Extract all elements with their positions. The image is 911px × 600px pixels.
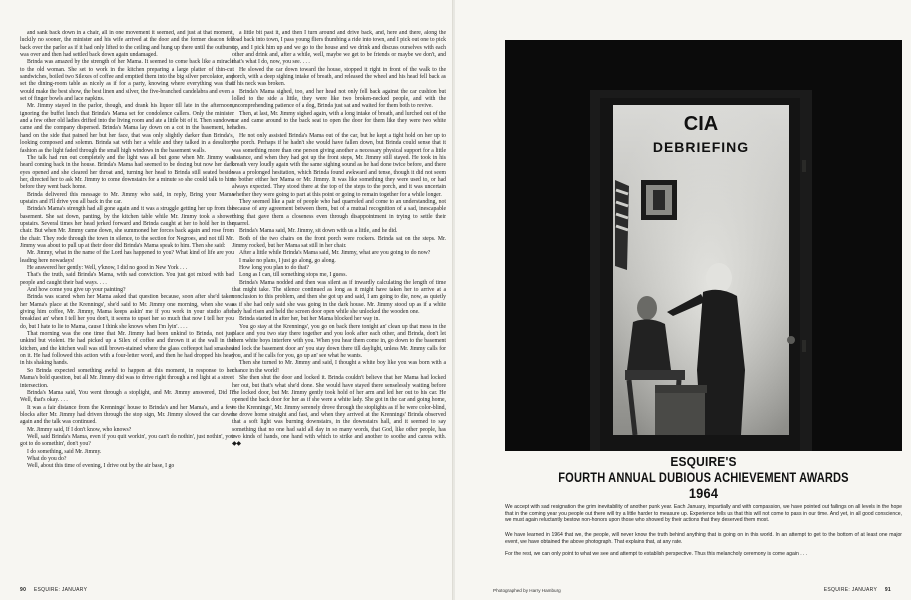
story-paragraph: Both of the two chairs on the front porch were rockers. Brinda sat on the steps. Mr. Jimmy rocked, but her Mama sat still in her chair. bbox=[232, 235, 446, 249]
intro-paragraph-3: For the rest, we can only point to what we see and attempt to establish perspective. Thus this melancholy ceremony is come again . . . bbox=[505, 551, 808, 557]
story-paragraph: Brinda was amazed by the strength of her Mama. It seemed to come back like a miracle to the old woman. She set to work in the kitchen preparing a large platter of thin-cut sandwiches, boiled two Silexes of coffee and emptied them into the big silver percolator, and set the dining-room table as nicely as if for a party, knowing where everything was that would make the best show, the best linen and silver, the five-branched candelabra and even a set of finger bowls and lace napkins. bbox=[20, 59, 234, 103]
intro-paragraph-1: We accept with sad resignation the grim inevitability of another punk year. Each January, impartially and with compassion, we have pointed out failings on all levels in the hope that in the coming year you people out there will try a little harder to measure up. Experience tells us that this will not come to pass in our time. And yet, in all good conscience, we must again reluctantly bestow non-honors upon those who showed by their actions that they deserved them most. bbox=[505, 504, 902, 524]
story-paragraph: They seemed like a pair of people who had quarreled and come to an understanding, not because of any agreement between them, but of a mutual recognition of a sad, inescapable thing that gave them a closeness even through disappointment in trying to settle their quarrel. bbox=[232, 198, 446, 227]
story-paragraph: And how come you give up your painting? bbox=[27, 287, 126, 294]
story-paragraph: He answered her gently: Well, y'know, I did no good in New York . . . bbox=[27, 265, 188, 271]
story-paragraph: That morning was the one time that Mr. Jimmy had been unkind to Brinda, not just unkind but violent. He had picked up a Silex of coffee and thrown it at the wall in the kitchen, and the kitchen wall was still brown-stained where the glass coffeepot had smashed on it. He had followed this action with a four-letter word, and then he had dropped his head in his shaking hands. bbox=[20, 331, 234, 367]
story-paragraph: Mr. Jimmy, what in the name of the Lord has happened to you? What kind of life are you leading here nowadays! bbox=[20, 250, 234, 264]
running-footer: ESQUIRE: JANUARY bbox=[823, 587, 878, 593]
intro-paragraph-2: We have learned in 1964 that we, the people, will never know the truth behind anything that is going on in this world. In an attempt to get to the bottom of at least one major event, we have obtained the above photograph. That explains that, at any rate. bbox=[505, 532, 902, 545]
story-paragraph: So Brinda expected something awful to happen at this moment, in response to her Mama's bold question, but all Mr. Jimmy did was to drive right through a red light at a street intersection. bbox=[20, 367, 234, 389]
story-paragraph: Then, at last, Mr. Jimmy sighed again, with a long intake of breath, and lurched out of the car and came around to the back seat to open the door for them like they were two white ladies. bbox=[232, 110, 446, 132]
story-paragraph: Brinda started in after her, but her Mama blocked her way in. bbox=[239, 316, 380, 323]
story-paragraph: Mr. Jimmy stayed in the parlor, though, and drank his liquor till late in the afternoon, ignoring the buffet lunch that Brinda's Mama set for condolence callers. Only the minister and a few other old ladies drifted into the living room and ate a little bit of it. Then sundown came and the company dispersed. Brinda's Mama lay down on a cot in the basement, her hand on the side that pained her but her face, that was only slightly darker than Brinda's, looking composed and solemn. Brinda sat with her a while and they talked in a desultory fashion as the light faded through the small high windows in the basement walls. bbox=[20, 103, 234, 154]
story-paragraph: She then shut the door and locked it. Brinda couldn't believe that her Mama had locked her out, but that's what she'd done. She would have stayed there senselessly waiting before the locked door, but Mr. Jimmy gently took hold of her arm and led her out to his car. He opened the back door for her as if she were a white lady. She got in the car and going home, to the Krennings', Mr. Jimmy serenely drove through the stoplights as if he were color-blind, he drove home straight and fast, and when they arrived at the Krennings' Brinda observed that a soft light was burning downstairs, in the downstairs hall, and it seemed to say something that no one had said all day in so many words, that God, like other people, has two kinds of hands, one hand with which to strike and another to soothe and caress with. ◆◆ bbox=[232, 375, 446, 448]
story-paragraph: That's the truth, said Brinda's Mama, with sad conviction. You just got mixed with bad people and caught their bad ways. . . . bbox=[20, 272, 234, 286]
headline-awards-title: FOURTH ANNUAL DUBIOUS ACHIEVEMENT AWARDS bbox=[558, 470, 849, 485]
page-number: 90 bbox=[20, 587, 27, 593]
story-paragraph: I do something, said Mr. Jimmy. bbox=[27, 448, 102, 455]
left-page bbox=[0, 0, 453, 600]
story-paragraph: Brinda delivered this message to Mr. Jimmy who said, in reply, Bring your Mama upstairs and I'll drive you all back in the car. bbox=[20, 191, 234, 205]
story-paragraph: Then she turned to Mr. Jimmy and said, I thought a white boy like you was born with a chance in the world! bbox=[232, 360, 446, 374]
story-paragraph: Brinda's Mama said, You went through a stoplight, and Mr. Jimmy answered, Did I? Well, that's okay. . . . bbox=[20, 389, 234, 404]
story-paragraph: and sank back down in a chair, all in one movement it seemed, and just at that moment, luckily no sooner, the minister and his wife arrived at the door and the former deacon fell back over the parlor as if it had only lifted to the ceiling and hung up there until the outburst was over and then had settled back down again undamaged. bbox=[20, 30, 234, 59]
story-paragraph: Well, about this time of evening, I drive out by the air base, I go bbox=[27, 463, 175, 470]
story-column-1 bbox=[20, 30, 234, 582]
story-paragraph: The talk had run out completely and the light was all but gone when Mr. Jimmy was heard coming back in the house. Brinda's Mama had seemed to be dozing but now her dark eyes opened and she cleared her throat and, turning her head to Brinda still seated beside her, directed her to ask Mr. Jimmy to come downstairs for a minute so she could talk to him before they went back home. bbox=[20, 154, 234, 191]
door-sign-cia: CIA bbox=[683, 113, 719, 135]
story-paragraph: It was a fair distance from the Krennings' house to Brinda's and her Mama's, and a few blocks after Mr. Jimmy had driven through the stop sign, Mr. Jimmy slowed the car down again and the talk was continued. bbox=[20, 404, 234, 426]
door-sign-debriefing: DEBRIEFING bbox=[652, 139, 750, 155]
story-paragraph: Brinda's Mama sighed, too, and her head not only fell back against the car cushion but lolled to the side a little, they were like two broken-necked people, and with the uncomprehending patience of a dog, Brinda just sat and waited for them both to revive. bbox=[232, 88, 446, 110]
right-footer bbox=[824, 587, 891, 593]
page-number: 91 bbox=[884, 587, 891, 593]
story-paragraph: After a little while Brinda's Mama said, Mr. Jimmy, what are you going to do now? bbox=[239, 250, 431, 257]
story-paragraph: How long you plan to do that? bbox=[239, 265, 309, 271]
story-paragraph: Long as I can, till something stops me, I guess. bbox=[239, 272, 347, 279]
story-paragraph: Brinda's Mama said, Mr. Jimmy, sit down with us a little, and he did. bbox=[239, 228, 398, 235]
headline-esquires: ESQUIRE'S bbox=[670, 454, 737, 469]
photo-credit: Photographed by Harry Hamburg bbox=[493, 588, 561, 593]
story-paragraph: Brinda's Mama nodded and then was silent as if inwardly calculating the length of time that might take. The silence continued as long as it might have taken her to arrive at a conclusion to this problem, and then she got up and said, I am going to die, now, as quietly as if she had only said she was going in the dark house. Mr. Jimmy stood up as if a white lady had risen and held the screen door open while she unlocked the wooden one. bbox=[232, 279, 446, 316]
right-page bbox=[455, 0, 911, 600]
story-paragraph: a little bit past it, and then I turn around and drive back, and, here and there, along the road back into town, I pass young fliers thumbing a ride into town, and I pick out one to pick up, and I pick him up and we go to the house and we drink and discuss ourselves with each other and drink and, after a while, well, maybe we get to be friends or maybe we don't, and that's what I do, now, you see. . . . bbox=[232, 30, 446, 66]
left-footer bbox=[20, 587, 87, 593]
story-paragraph: You go stay at the Krennings', you go on back there tonight an' clean up that mess in the place and you two stay there together and you look after each other, and Brinda, don't let them white boys interfere with you. When you hear them come in, go down to the basement and lock the basement door an' you stay down there till daylight, unless Mr. Jimmy calls for you, and if he calls for you, go up an' see what he wants. bbox=[232, 323, 446, 360]
headline-year: 1964 bbox=[688, 486, 719, 501]
story-paragraph: What do you do? bbox=[27, 455, 67, 462]
story-paragraph: Brinda's Mama's strength had all gone again and it was a struggle getting her up from the basement. She sat down, panting, by the kitchen table while Mr. Jimmy took a shower upstairs. Several times her head jerked forward and Brinda caught at her to hold her in the chair. But when Mr. Jimmy came down, she summoned her forces back again and rose from the chair. They rode through the town in silence, to the section for Negroes, and not till Mr. Jimmy was about to pull up at their door did Brinda's Mama speak to him. Then she said: bbox=[20, 206, 234, 249]
story-column-2 bbox=[232, 30, 446, 582]
running-footer: ESQUIRE: JANUARY bbox=[33, 587, 88, 593]
story-paragraph: Mr. Jimmy said, If I don't know, who knows? bbox=[27, 426, 132, 433]
story-paragraph: Well, said Brinda's Mama, even if you quit workin', you can't do nothin', just nothin', you got to do somethin', don't you? bbox=[20, 433, 234, 448]
story-paragraph: He not only assisted Brinda's Mama out of the car, but he kept a tight hold on her up to the porch. Perhaps if he hadn't she would have fallen down, but Brinda could sense that it was something more than one person giving another a necessary physical support for a little distance, and when they had got up the front steps, Mr. Jimmy still stayed. He took in his breath very loudly again with the same sighing sound as he had done twice before, and there was a prolonged hesitation, which Brinda found awkward and tense, though it did not seem to bother either her Mama or Mr. Jimmy. It was like something they were used to, or had always expected. They stood there at the top of the steps to the porch, and it was uncertain whether they were going to part at this point or going to remain together for a while longer. bbox=[232, 132, 446, 198]
story-paragraph: I make no plans, I just go along, go along. bbox=[239, 257, 336, 264]
story-paragraph: He slowed the car down toward the house, stopped it right in front of the walk to the porch, with a deep sighing intake of breath, and released the wheel and his head fell back as if his neck was broken. bbox=[232, 66, 446, 88]
cia-debriefing-photo bbox=[505, 40, 902, 451]
story-paragraph: Brinda was scared when her Mama asked that question because, soon after she'd taken her Mama's place at the Krennings', she'd said to Mr. Jimmy one morning, when she was giving him coffee, Mr. Jimmy, Mama keeps askin' me if you work in your studio after breakfast an' when I tell her you don't, it seems to upset her so much that now I tell her you do, but I hate to lie to Mama, cause I think she knows when I'm lyin'. . . . bbox=[20, 294, 234, 330]
